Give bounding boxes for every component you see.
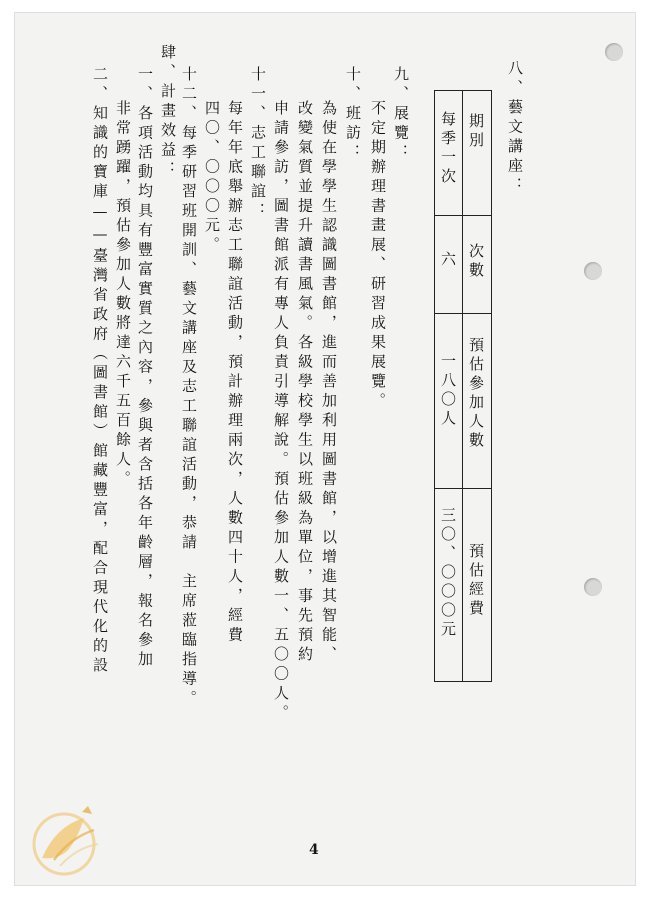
lecture-table	[434, 90, 492, 682]
section-10-body-1: 為使在學學生認識圖書館，進而善加利用圖書館，以增進其智能、	[320, 100, 338, 666]
section-12: 十二、每季研習班開訓、藝文講座及志工聯誼活動，恭請 主席蒞臨指導。	[180, 66, 198, 710]
effect-1-line-1: 一、各項活動均具有豐富實質之內容，參與者含括各年齡層，報名參加	[136, 66, 154, 671]
table-cell-count: 六	[439, 251, 457, 270]
table-header-budget: 預估經費	[467, 543, 485, 619]
table-header-period: 期別	[467, 113, 485, 151]
page-number: 4	[309, 842, 319, 858]
punch-hole-top	[605, 43, 623, 61]
section-9-heading: 九、展覽：	[392, 66, 410, 164]
library-watermark-logo	[24, 800, 114, 880]
section-10-heading: 十、班訪：	[344, 66, 362, 164]
table-divider	[462, 91, 463, 681]
effect-2-line: 二、知識的寶庫——臺灣省政府（圖書館）館藏豐富，配合現代化的設	[91, 66, 109, 677]
table-header-attendance: 預估參加人數	[467, 337, 485, 451]
section-8-heading: 八、藝文講座：	[506, 60, 524, 197]
effect-1-line-2: 非常踴躍，預估參加人數將達六千五百餘人。	[114, 100, 132, 490]
punch-hole-middle	[584, 262, 602, 280]
section-9-body: 不定期辦理書畫展、研習成果展覽。	[369, 100, 387, 412]
section-11-body-1: 每年年底舉辦志工聯誼活動，預計辦理兩次，人數四十人，經費	[226, 100, 244, 646]
table-header-count: 次數	[467, 243, 485, 281]
section-10-body-2: 改變氣質並提升讀書風氣。各級學校學生以班級為單位，事先預約	[296, 100, 314, 666]
section-11-heading: 十一、志工聯誼：	[249, 66, 267, 222]
punch-hole-bottom	[584, 578, 602, 596]
part-4-heading: 肆、計畫效益：	[159, 44, 177, 181]
section-10-body-3: 申請參訪，圖書館派有專人負責引導解說。預估參加人數一、五〇〇人。	[272, 100, 290, 724]
table-cell-budget: 三〇、〇〇〇元	[439, 507, 457, 640]
section-11-body-2: 四〇、〇〇〇元。	[203, 100, 221, 256]
table-cell-attendance: 一八〇人	[439, 353, 457, 429]
table-cell-period: 每季一次	[439, 111, 457, 187]
